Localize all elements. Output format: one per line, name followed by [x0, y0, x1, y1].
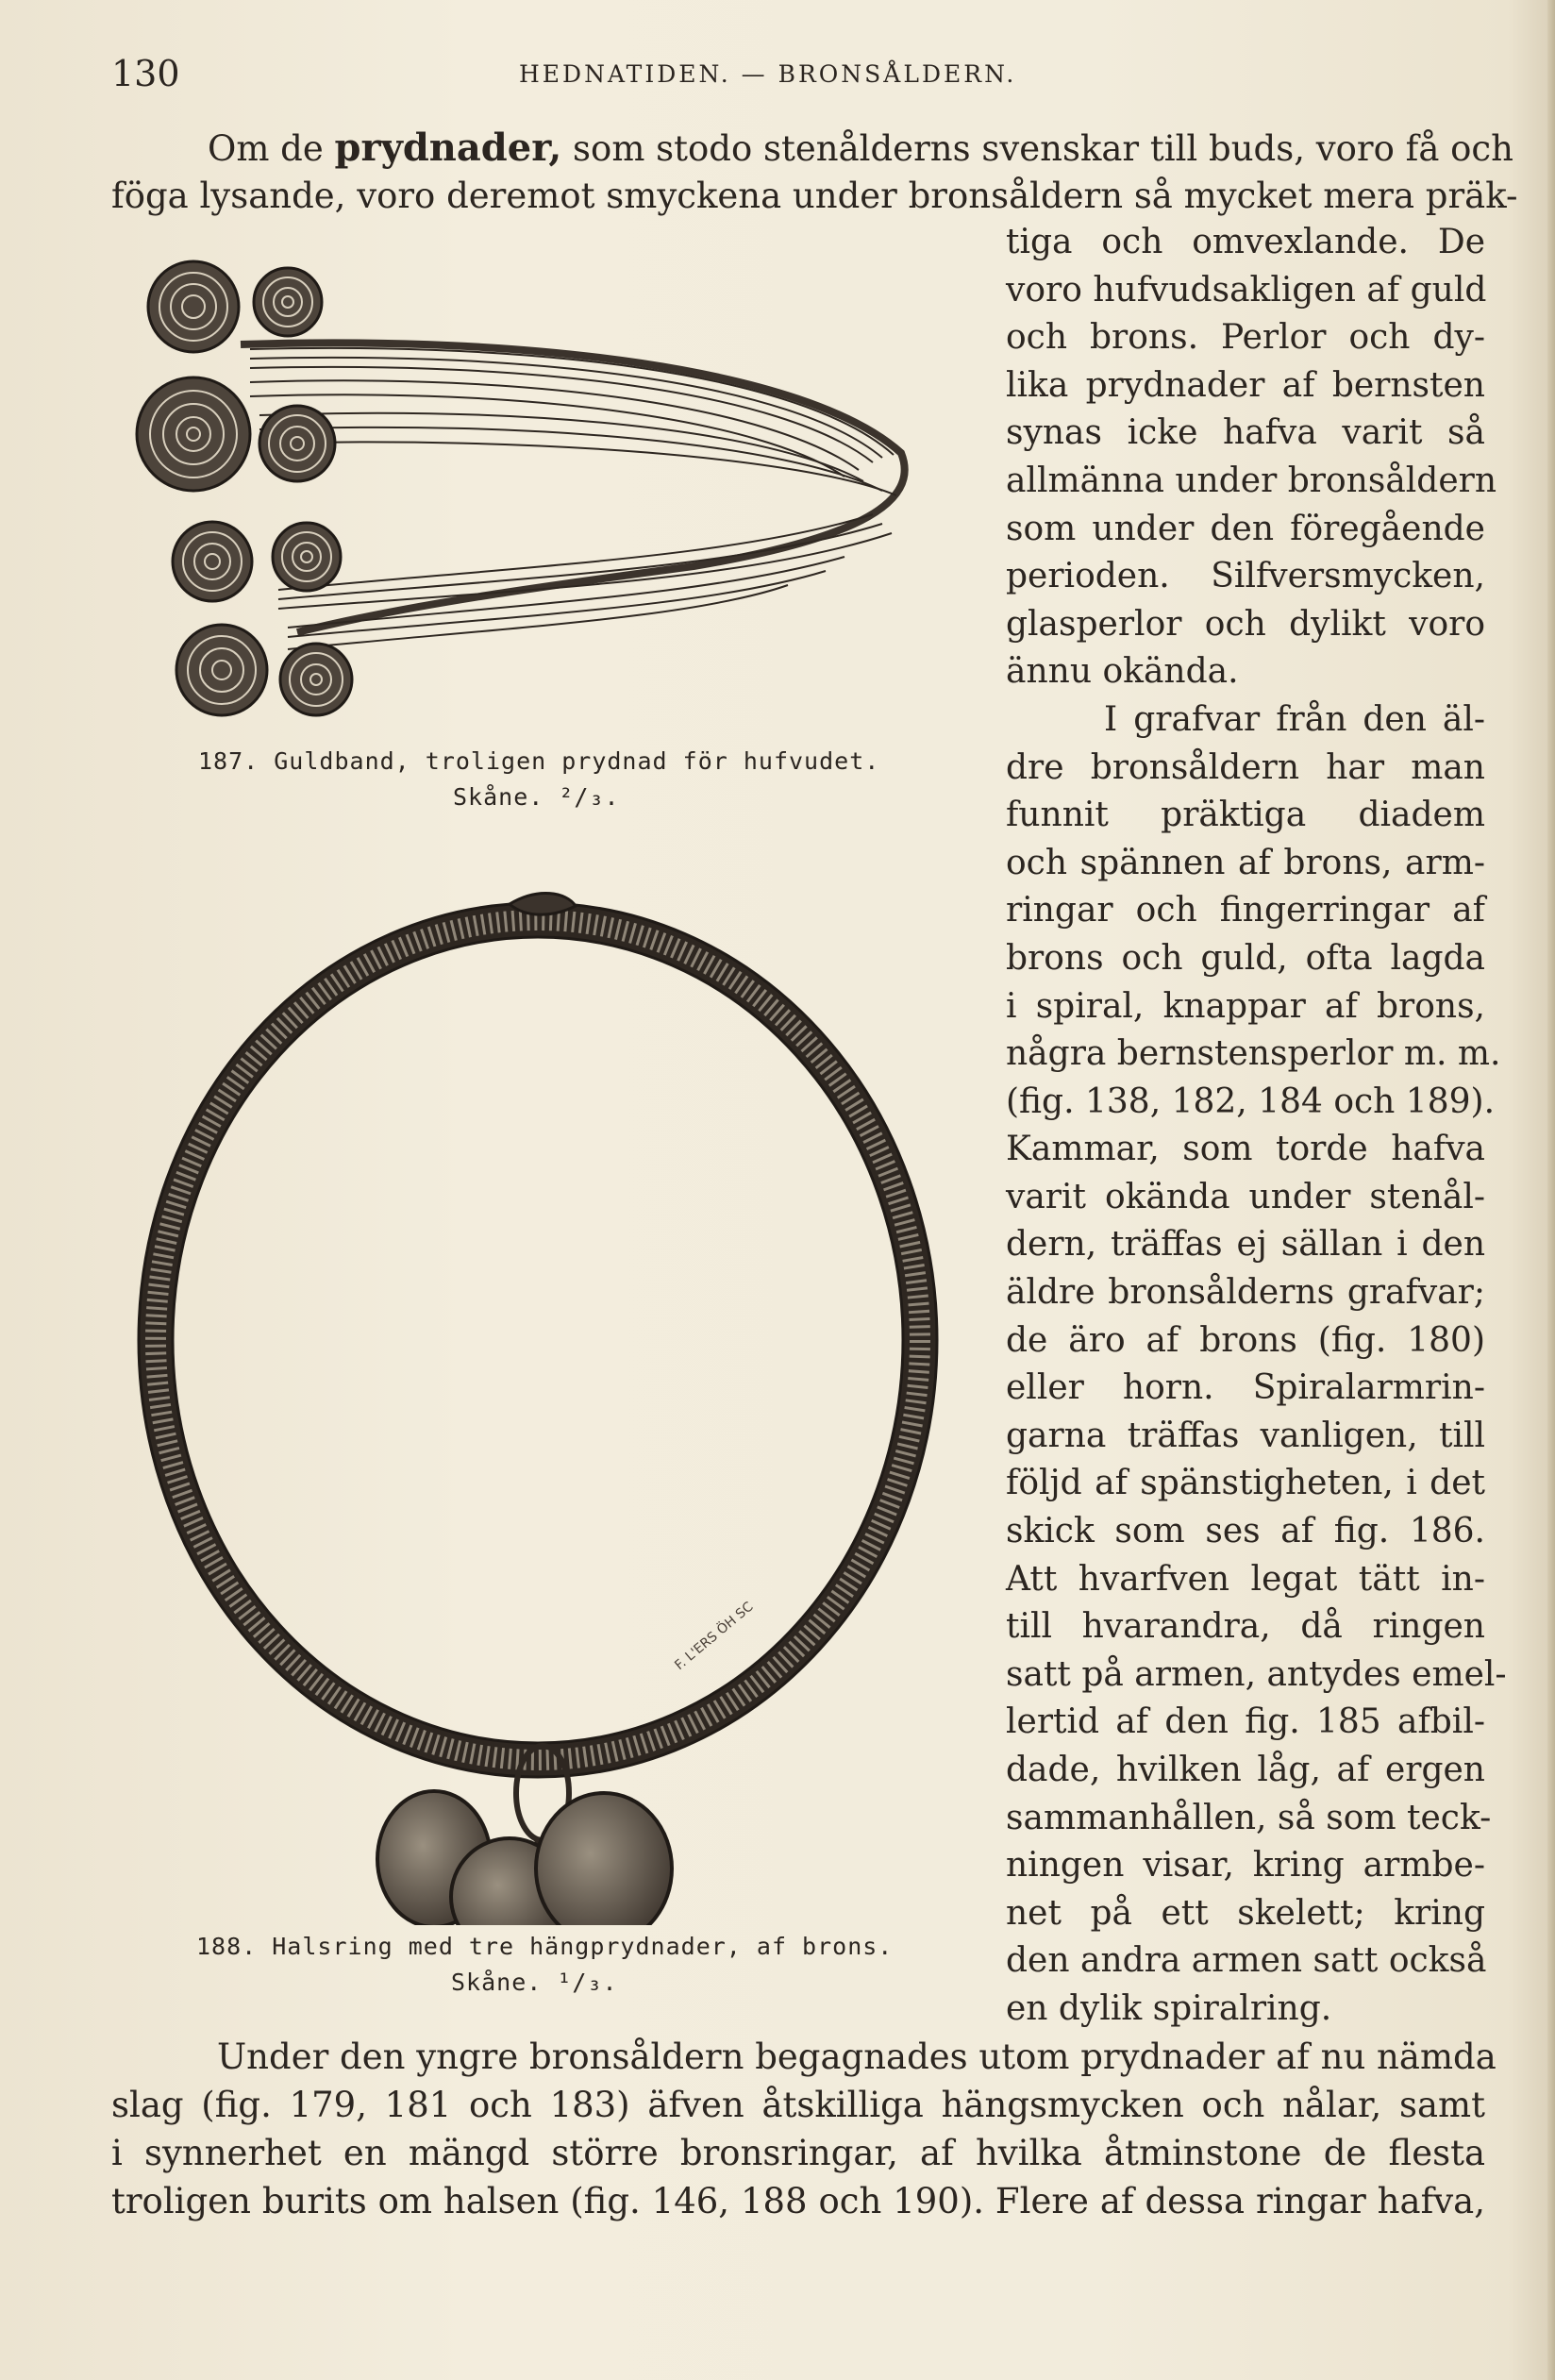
page-number: 130 — [111, 53, 180, 94]
right-line: dern, träffas ej sällan i den — [1006, 1225, 1485, 1265]
figure-187-caption — [198, 747, 879, 819]
figure-188-caption-line-2: Skåne. ¹/₃. — [451, 1969, 618, 1996]
right-line: perioden. Silfversmycken, — [1006, 557, 1485, 596]
right-line: eller horn. Spiralarmrin- — [1006, 1368, 1485, 1408]
right-line: och brons. Perlor och dy- — [1006, 318, 1485, 358]
right-line: (fig. 138, 182, 184 och 189). — [1006, 1081, 1496, 1121]
intro-line-2: föga lysande, voro deremot smyckena under bronsåldern så mycket mera präk- — [111, 176, 1518, 216]
right-line: garna träffas vanligen, till — [1006, 1416, 1485, 1455]
right-line: den andra armen satt också — [1006, 1941, 1487, 1981]
right-line: funnit präktiga diadem — [1006, 796, 1485, 835]
bottom-line: i synnerhet en mängd större bronsringar, af hvilka åtminstone de flesta — [111, 2133, 1485, 2173]
right-line: till hvarandra, då ringen — [1006, 1607, 1485, 1647]
bottom-line: troligen burits om halsen (fig. 146, 188 och 190). Flere af dessa ringar hafva, — [111, 2181, 1485, 2221]
right-line: sammanhållen, så som teck- — [1006, 1798, 1492, 1837]
right-line: Att hvarfven legat tätt in- — [1006, 1559, 1485, 1599]
right-line: följd af spänstigheten, i det — [1006, 1464, 1485, 1503]
right-line: net på ett skelett; kring — [1006, 1893, 1485, 1933]
page-edge — [1547, 0, 1555, 2380]
right-line: voro hufvudsakligen af guld — [1006, 270, 1487, 310]
figure-187-caption-line-1: 187. Guldband, troligen prydnad för hufvudet. — [198, 747, 880, 775]
right-line: lika prydnader af bernsten — [1006, 365, 1485, 405]
figure-188-caption-line-1: 188. Halsring med tre hängprydnader, af brons. — [196, 1933, 894, 1960]
bottom-line: slag (fig. 179, 181 och 183) äfven åtskilliga hängsmycken och nålar, samt — [111, 2085, 1485, 2125]
right-line: synas icke hafva varit så — [1006, 413, 1485, 453]
engraver-signature: F. L'ERS ÖH SC — [672, 1599, 757, 1674]
figure-188-neck-ring — [113, 868, 962, 1925]
right-line: glasperlor och dylikt voro — [1006, 604, 1485, 644]
right-line: i spiral, knappar af brons, — [1006, 986, 1485, 1026]
intro-text-pre: Om de — [208, 128, 335, 169]
right-line: lertid af den fig. 185 afbil- — [1006, 1702, 1485, 1742]
right-line: äldre bronsålderns grafvar; — [1006, 1273, 1485, 1313]
right-line: ringar och fingerringar af — [1006, 891, 1485, 930]
right-line: varit okända under stenål- — [1006, 1177, 1485, 1216]
right-line: Kammar, som torde hafva — [1006, 1130, 1485, 1169]
right-line: dre bronsåldern har man — [1006, 747, 1485, 787]
figure-187-gold-band — [127, 255, 915, 736]
intro-text-post: som stodo stenålderns svenskar till buds, voro få och — [561, 128, 1513, 169]
right-line: och spännen af brons, arm- — [1006, 843, 1485, 882]
right-line: som under den föregående — [1006, 509, 1485, 548]
right-line: tiga och omvexlande. De — [1006, 223, 1485, 261]
running-head: HEDNATIDEN. — BRONSÅLDERN. — [519, 60, 1017, 88]
intro-bold-word: prydnader, — [334, 126, 562, 170]
right-line: satt på armen, antydes emel- — [1006, 1654, 1507, 1694]
bottom-paragraph — [111, 2033, 1496, 2225]
right-line: de äro af brons (fig. 180) — [1006, 1320, 1485, 1360]
figure-188-caption — [196, 1933, 893, 2004]
right-line: I grafvar från den äl- — [1104, 699, 1485, 739]
right-line: brons och guld, ofta lagda — [1006, 938, 1485, 978]
right-line: dade, hvilken låg, af ergen — [1006, 1751, 1485, 1789]
intro-line-1 — [208, 125, 1513, 173]
right-line: allmänna under bronsåldern — [1006, 461, 1497, 500]
right-line: en dylik spiralring. — [1006, 1988, 1332, 2028]
figure-187-caption-line-2: Skåne. ²/₃. — [453, 783, 620, 811]
right-column-text — [1006, 219, 1507, 2034]
page-header — [104, 45, 1481, 102]
right-line: några bernstensperlor m. m. — [1006, 1034, 1501, 1074]
bottom-line: Under den yngre bronsåldern begagnades utom prydnader af nu nämda — [217, 2036, 1496, 2077]
right-line: ännu okända. — [1006, 652, 1239, 692]
right-line: skick som ses af fig. 186. — [1006, 1512, 1485, 1551]
right-line: ningen visar, kring armbe- — [1006, 1846, 1485, 1886]
